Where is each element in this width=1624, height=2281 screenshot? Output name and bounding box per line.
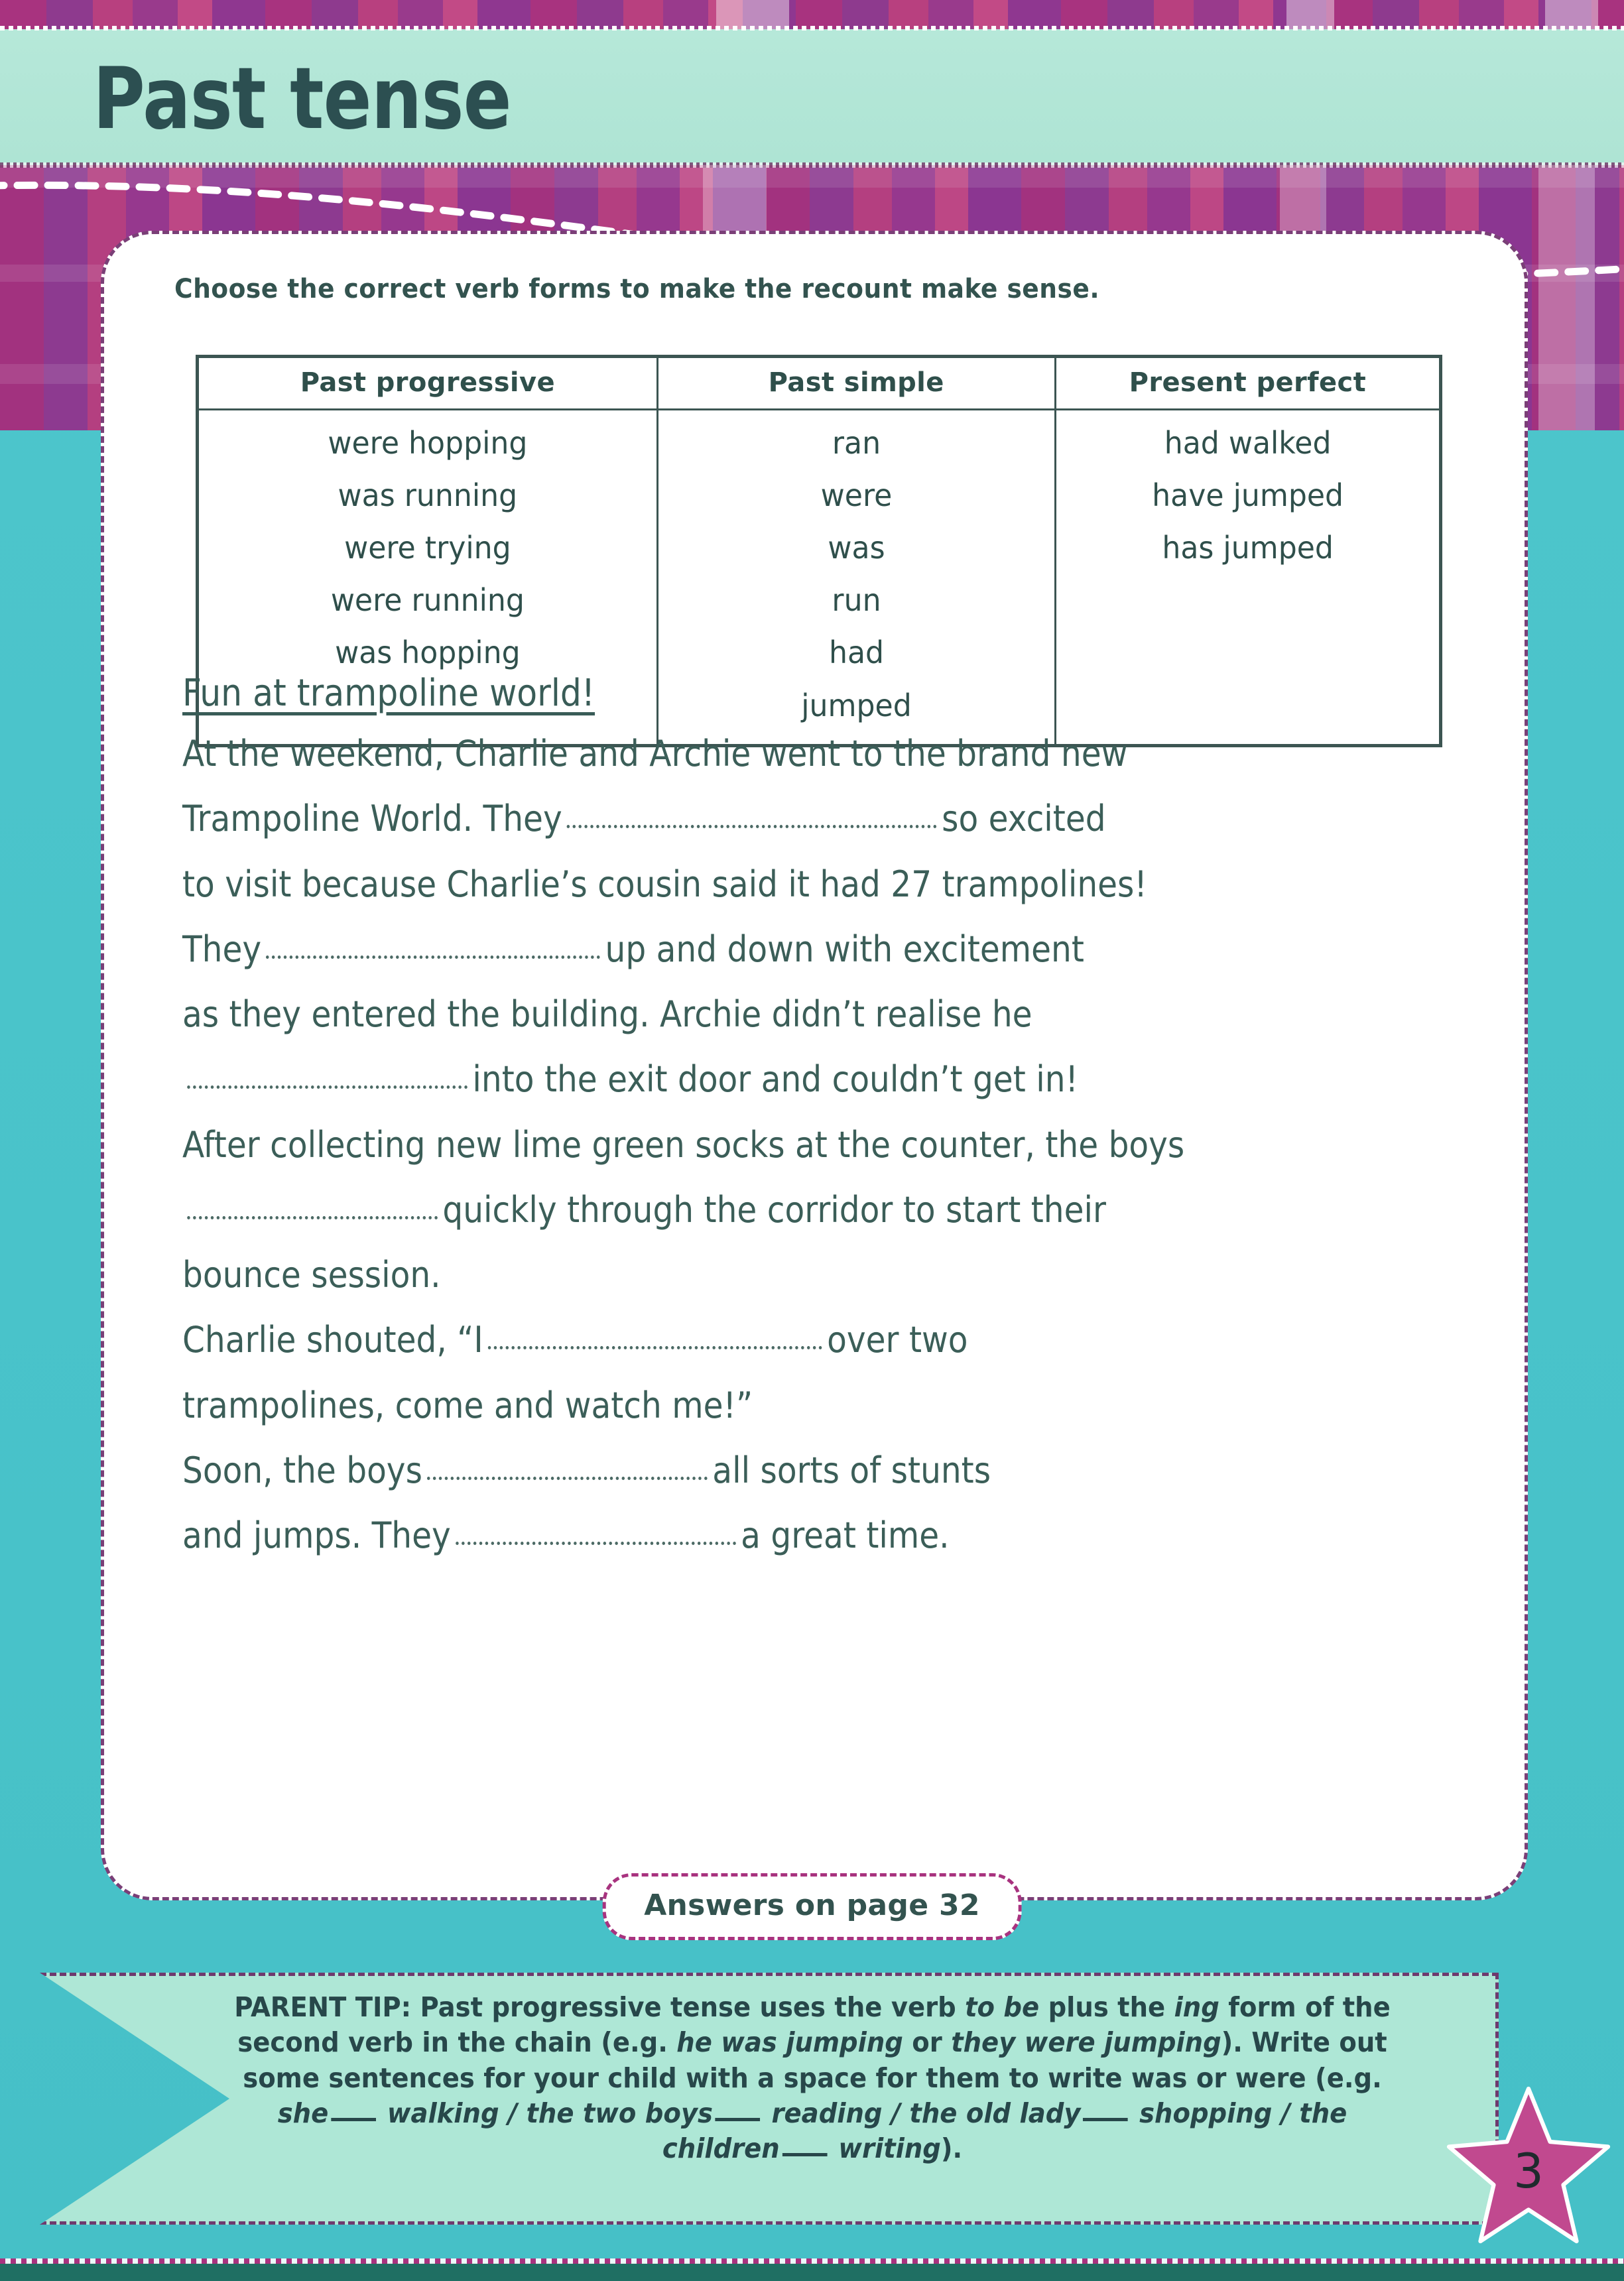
tip-seg-italic: shopping / the children: [662, 2097, 1347, 2165]
recount-line: [182, 1178, 1334, 1243]
line-text: and jumps. They: [182, 1514, 451, 1557]
verb-item: were running: [330, 582, 525, 619]
table-header-row: [198, 357, 1441, 410]
page-number: 3: [1513, 2143, 1544, 2199]
recount-line: [182, 786, 1334, 851]
tip-seg-italic: they were: [951, 2026, 1095, 2059]
column-header-past-progressive: Past progressive: [198, 357, 658, 410]
recount-line: [182, 1243, 1334, 1308]
verb-item: ran: [832, 425, 881, 461]
page-title: Past tense: [93, 50, 511, 149]
recount-line: [182, 1308, 1334, 1373]
column-header-present-perfect: Present perfect: [1055, 357, 1440, 410]
tip-seg-italic: the old lady: [909, 2097, 1081, 2129]
line-text: Soon, the boys: [182, 1449, 422, 1491]
parent-tip-label: PARENT TIP:: [234, 1991, 412, 2023]
tip-answer-blank: [716, 2117, 761, 2121]
parent-tip-banner: [40, 1973, 1499, 2225]
line-text: After collecting new lime green socks at the counter, the boys: [182, 1123, 1185, 1166]
tip-seg-italic: ing: [1174, 1991, 1219, 2023]
verb-item: had: [828, 635, 884, 671]
verb-item: were: [820, 477, 893, 514]
line-text: up and down with excitement: [605, 928, 1084, 970]
line-text: over two: [827, 1319, 968, 1361]
verb-list-present-perfect: [1056, 417, 1439, 574]
verb-item: was: [828, 530, 885, 566]
tip-seg-italic: writing: [829, 2132, 941, 2165]
recount-line: [182, 1113, 1334, 1178]
verb-item: was hopping: [335, 635, 521, 671]
line-text: all sorts of stunts: [712, 1449, 991, 1491]
line-text: They: [182, 928, 262, 970]
verb-item: has jumped: [1162, 530, 1334, 566]
answer-blank[interactable]: [427, 1477, 708, 1480]
line-text: quickly through the corridor to start their: [442, 1188, 1106, 1231]
line-text: Trampoline World. They: [182, 798, 562, 840]
instruction-text: Choose the correct verb forms to make the recount make sense.: [174, 274, 1100, 304]
tip-seg: or: [903, 2026, 952, 2059]
recount-line: [182, 721, 1334, 786]
page-number-star: [1446, 2082, 1611, 2248]
verb-item: were hopping: [328, 425, 528, 461]
tip-seg-italic: reading /: [763, 2097, 901, 2129]
line-text: trampolines, come and watch me!”: [182, 1384, 753, 1426]
answer-blank[interactable]: [187, 1085, 468, 1089]
parent-tip-text: [217, 1990, 1407, 2166]
top-plaid-strip: [0, 0, 1624, 29]
tip-seg: ).: [940, 2132, 963, 2165]
tip-seg-italic: he was jumping: [676, 2026, 903, 2059]
tip-seg-italic: walking / the two boys: [378, 2097, 713, 2129]
recount-headline: Fun at trampoline world!: [182, 672, 595, 715]
verb-item: had walked: [1164, 425, 1332, 461]
title-band: [0, 29, 1624, 165]
tip-seg-italic: to be: [965, 1991, 1040, 2023]
bottom-strip: [0, 2262, 1624, 2281]
recount-line: [182, 1373, 1334, 1438]
verb-list-past-progressive: [199, 417, 656, 680]
answer-blank[interactable]: [187, 1216, 438, 1219]
answer-blank[interactable]: [266, 956, 600, 959]
column-header-past-simple: Past simple: [657, 357, 1055, 410]
tip-seg-italic: jumping: [1104, 2026, 1221, 2059]
recount-passage: [182, 672, 1462, 1568]
answers-note-badge: Answers on page 32: [602, 1873, 1022, 1940]
line-text: into the exit door and couldn’t get in!: [472, 1058, 1079, 1101]
recount-line: [182, 1047, 1334, 1112]
verb-item: have jumped: [1151, 477, 1343, 514]
line-text: Charlie shouted, “I: [182, 1319, 483, 1361]
tip-seg: Past progressive tense uses the verb: [411, 1991, 966, 2023]
answer-blank[interactable]: [488, 1346, 822, 1349]
line-text: a great time.: [741, 1514, 950, 1557]
tip-seg: to write was or were (e.g.: [1009, 2062, 1382, 2094]
tip-seg-italic: she: [277, 2097, 329, 2129]
line-text: bounce session.: [182, 1254, 441, 1296]
tip-seg: ). Write out some sentences for your child with a space for them: [243, 2026, 1387, 2094]
recount-line: [182, 1503, 1334, 1568]
recount-line: [182, 982, 1334, 1047]
answer-blank[interactable]: [456, 1542, 736, 1545]
verb-item: were trying: [344, 530, 511, 566]
verb-item: run: [832, 582, 881, 619]
verb-item: was running: [338, 477, 518, 514]
recount-line: [182, 917, 1334, 982]
line-text: to visit because Charlie’s cousin said it had 27 trampolines!: [182, 863, 1147, 905]
answer-blank[interactable]: [567, 825, 937, 828]
worksheet-card: [101, 231, 1528, 1900]
verb-item: jumped: [800, 687, 912, 723]
recount-line: [182, 852, 1334, 917]
line-text: as they entered the building. Archie didn’t realise he: [182, 993, 1032, 1036]
tip-answer-blank: [331, 2117, 376, 2121]
tip-seg: form of the second verb in the chain (e.g.: [237, 1991, 1391, 2059]
line-text: so excited: [942, 798, 1106, 840]
tip-answer-blank: [1083, 2117, 1128, 2121]
recount-line: [182, 1438, 1334, 1503]
line-text: At the weekend, Charlie and Archie went to the brand new: [182, 733, 1128, 774]
tip-seg: plus the: [1039, 1991, 1174, 2023]
tip-answer-blank: [782, 2152, 828, 2156]
